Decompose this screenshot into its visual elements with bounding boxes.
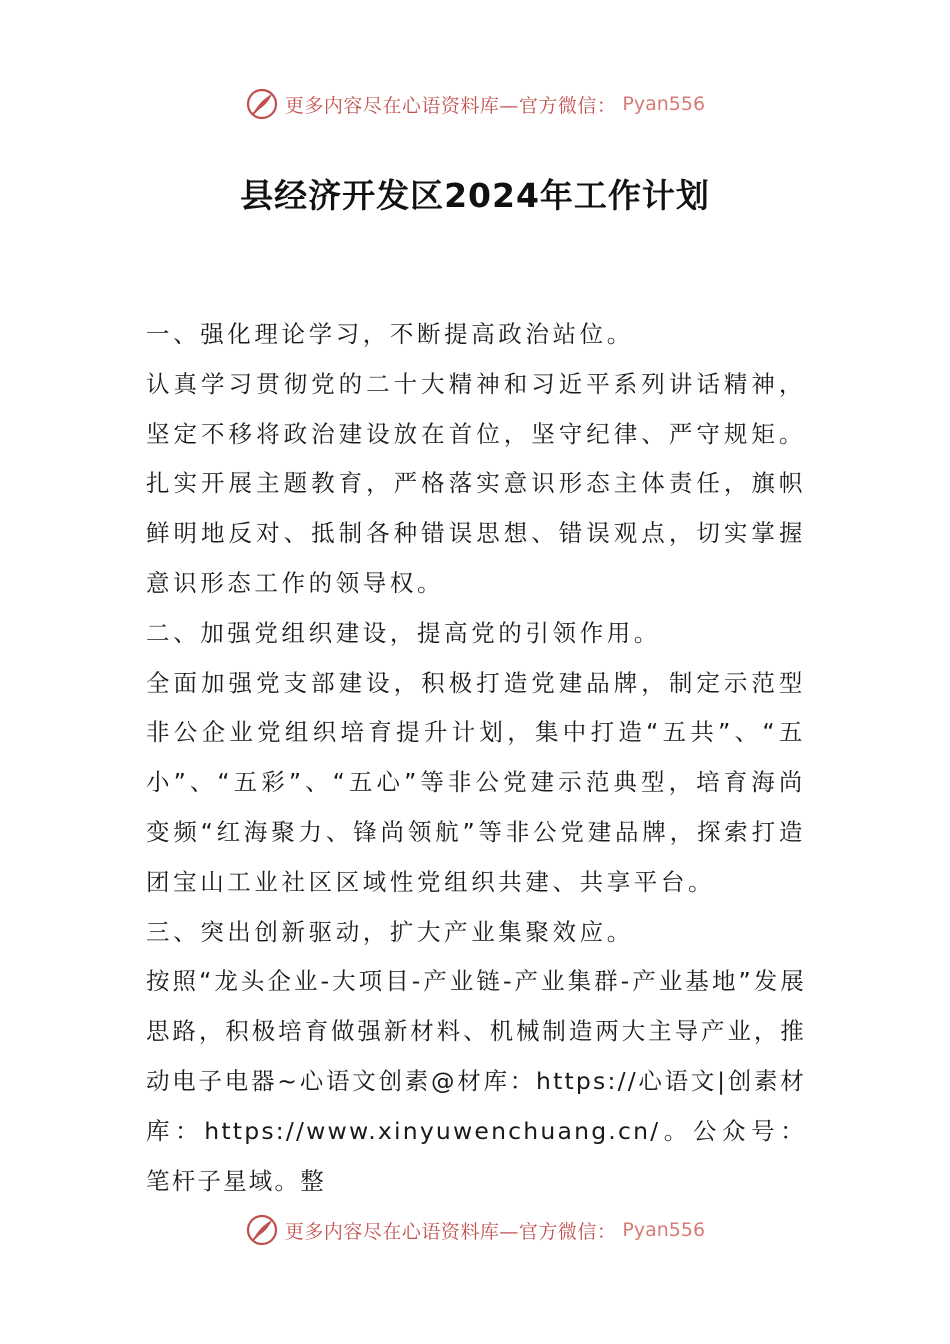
header-watermark	[0, 84, 950, 124]
section-heading-2: 二、加强党组织建设，提高党的引领作用。	[146, 618, 661, 647]
body-paragraph-2: 全面加强党支部建设，积极打造党建品牌，制定示范型非公企业党组织培育提升计划，集中打造“五共”、“五小”、“五彩”、“五心”等非公党建示范典型，培育海尚变频“红海聚力、锋尚领航”等非公党建品牌，探索打造团宝山工业社区区域性党组织共建、共享平台。	[146, 668, 806, 896]
quill-logo-icon	[245, 1213, 279, 1247]
section-heading-3: 三、突出创新驱动，扩大产业集聚效应。	[146, 917, 634, 946]
watermark-wechat-id: Pyan556	[622, 1219, 706, 1241]
quill-logo-icon	[245, 87, 279, 121]
body-paragraph-1: 认真学习贯彻党的二十大精神和习近平系列讲话精神，坚定不移将政治建设放在首位，坚守纪律、严守规矩。扎实开展主题教育，严格落实意识形态主体责任，旗帜鲜明地反对、抵制各种错误思想、错误观点，切实掌握意识形态工作的领导权。	[146, 369, 806, 597]
watermark-wechat-id: Pyan556	[622, 93, 706, 115]
watermark-text: 更多内容尽在心语资料库—官方微信：	[284, 94, 617, 117]
section-heading-1: 一、强化理论学习，不断提高政治站位。	[146, 320, 634, 348]
body-paragraph-3: 按照“龙头企业-大项目-产业链-产业集群-产业基地”发展思路，积极培育做强新材料、机械制造两大主导产业，推动电子电器~心语文创素@材库：https://心语文|创素材库：https://www.xinyuwenchuang.cn/。公众号：笔杆子星域。整	[146, 967, 806, 1195]
document-body	[146, 310, 806, 1206]
watermark-text: 更多内容尽在心语资料库—官方微信：	[284, 1220, 617, 1243]
footer-watermark	[0, 1210, 950, 1250]
document-title: 县经济开发区2024年工作计划	[240, 176, 710, 215]
